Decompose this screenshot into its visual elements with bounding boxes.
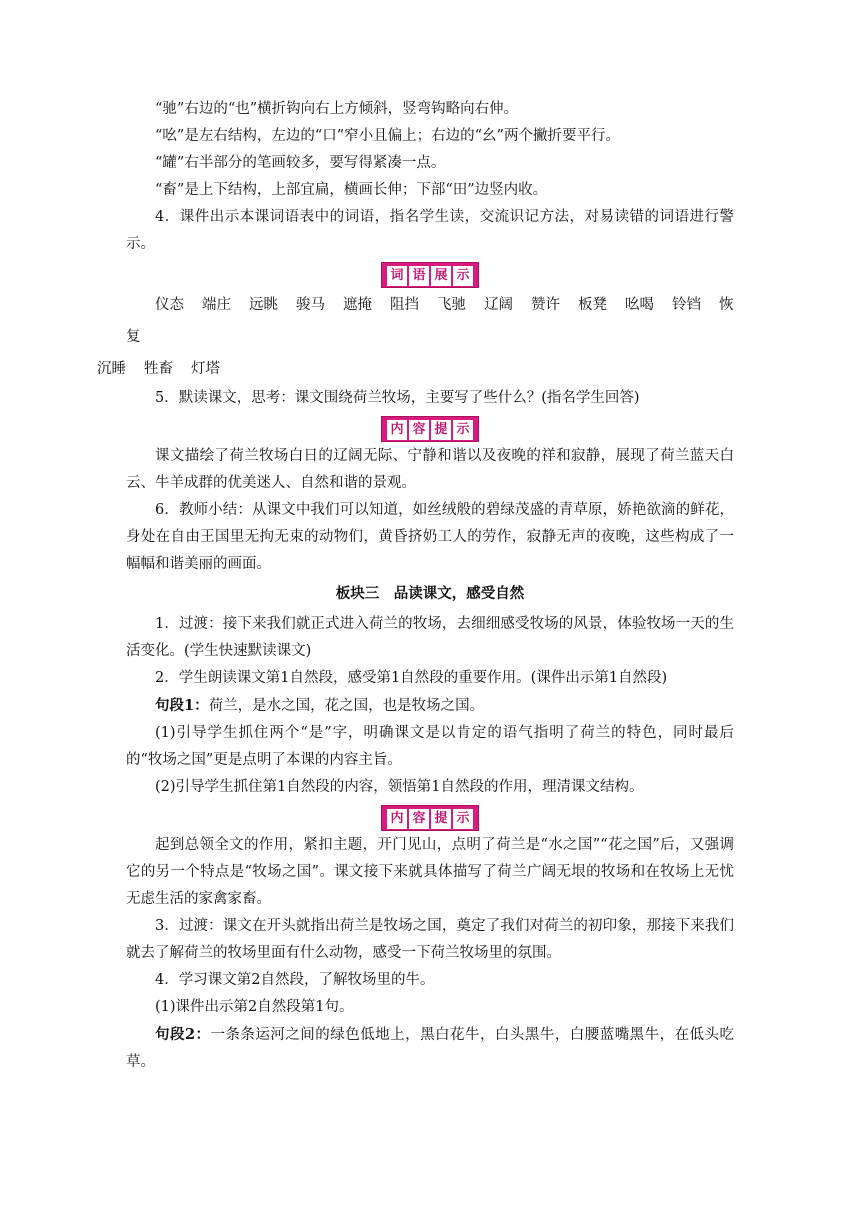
tag-char: 语 <box>409 266 429 286</box>
paragraph: 4．课件出示本课词语表中的词语，指名学生读，交流识记方法，对易读错的词语进行警示。 <box>126 209 734 252</box>
tag-content <box>381 805 479 831</box>
paragraph: 5．默读课文，思考：课文围绕荷兰牧场，主要写了些什么？(指名学生回答) <box>155 390 640 406</box>
vocab-word: 端庄 <box>202 297 231 313</box>
section-title: 板块三 品读课文，感受自然 <box>335 586 525 602</box>
tag-char: 示 <box>453 266 473 286</box>
sentence-quote <box>126 692 734 720</box>
paragraph: 6．教师小结：从课文中我们可以知道，如丝绒般的碧绿茂盛的青草原，娇艳欲滴的鲜花，身处在自由王国里无拘无束的动物们，黄昏挤奶工人的劳作，寂静无声的夜晚，这些构成了一幅幅和谐美丽的画面。 <box>126 502 734 572</box>
paragraph: “吆”是左右结构，左边的“口”窄小且偏上；右边的“幺”两个撇折要平行。 <box>155 128 620 144</box>
content-hint: 起到总领全文的作用，紧扣主题，开门见山，点明了荷兰是“水之国”“花之国”后，又强调它的另一个特点是“牧场之国”。课文接下来就具体描写了荷兰广阔无垠的牧场和在牧场上无忧无虑生活的家禽家畜。 <box>126 837 734 907</box>
paragraph: (1)引导学生抓住两个“是”字，明确课文是以肯定的语气指明了荷兰的特色，同时最后的“牧场之国”更是点明了本课的内容主旨。 <box>126 725 734 768</box>
paragraph: “罐”右半部分的笔画较多，要写得紧凑一点。 <box>155 155 446 171</box>
paragraph: 4．学习课文第2自然段，了解牧场里的牛。 <box>155 972 435 988</box>
vocab-word: 飞驰 <box>437 297 466 313</box>
tag-char: 展 <box>431 266 451 286</box>
tag-char: 内 <box>387 809 407 829</box>
vocab-word: 恢复 <box>126 297 734 345</box>
vocab-word: 远眺 <box>249 297 278 313</box>
vocab-word: 吆喝 <box>625 297 654 313</box>
tag-char: 提 <box>431 809 451 829</box>
sentence-label: 句段2： <box>155 1026 211 1043</box>
vocab-word: 辽阔 <box>484 297 513 313</box>
tag-char: 内 <box>387 420 407 440</box>
paragraph: (2)引导学生抓住第1自然段的内容，领悟第1自然段的作用，理清课文结构。 <box>155 779 644 795</box>
tag-char: 词 <box>387 266 407 286</box>
vocab-word: 阻挡 <box>390 297 419 313</box>
tag-char: 容 <box>409 809 429 829</box>
tag-char: 容 <box>409 420 429 440</box>
sentence-quote <box>126 1021 734 1076</box>
paragraph: “畜”是上下结构，上部宜扁，横画长伸；下部“田”边竖内收。 <box>155 182 548 198</box>
tag-vocabulary <box>381 262 479 288</box>
sentence-text: 一条条运河之间的绿色低地上，黑白花牛，白头黑牛，白腰蓝嘴黑牛，在低头吃草。 <box>126 1027 735 1070</box>
vocab-word: 沉睡 <box>97 361 126 377</box>
tag-vocabulary-row <box>126 262 734 286</box>
tag-content-row <box>126 416 734 440</box>
tag-char: 示 <box>453 809 473 829</box>
paragraph: (1)课件出示第2自然段第1句。 <box>155 999 354 1015</box>
paragraph: 2．学生朗读课文第1自然段，感受第1自然段的重要作用。(课件出示第1自然段) <box>155 670 668 686</box>
vocab-word: 牲畜 <box>144 361 173 377</box>
vocab-word: 骏马 <box>296 297 325 313</box>
vocab-word: 板凳 <box>578 297 607 313</box>
tag-char: 提 <box>431 420 451 440</box>
vocab-word: 遮掩 <box>343 297 372 313</box>
vocabulary-list <box>97 289 734 385</box>
content-hint: 课文描绘了荷兰牧场白日的辽阔无际、宁静和谐以及夜晚的祥和寂静，展现了荷兰蓝天白云、牛羊成群的优美迷人、自然和谐的景观。 <box>126 448 734 491</box>
paragraph: 1．过渡：接下来我们就正式进入荷兰的牧场，去细细感受牧场的风景，体验牧场一天的生活变化。(学生快速默读课文) <box>126 616 734 659</box>
tag-content-row <box>126 805 734 829</box>
vocab-word: 铃铛 <box>672 297 701 313</box>
tag-char: 示 <box>453 420 473 440</box>
sentence-text: 荷兰，是水之国，花之国，也是牧场之国。 <box>208 698 485 714</box>
tag-content <box>381 416 479 442</box>
vocab-word: 灯塔 <box>191 361 220 377</box>
paragraph: 3．过渡：课文在开头就指出荷兰是牧场之国，奠定了我们对荷兰的初印象，那接下来我们就去了解荷兰的牧场里面有什么动物，感受一下荷兰牧场里的氛围。 <box>126 918 734 961</box>
sentence-label: 句段1： <box>155 697 209 714</box>
paragraph: “驰”右边的“也”横折钩向右上方倾斜，竖弯钩略向右伸。 <box>155 101 519 117</box>
vocab-word: 赞许 <box>531 297 560 313</box>
vocab-word: 仪态 <box>155 297 184 313</box>
